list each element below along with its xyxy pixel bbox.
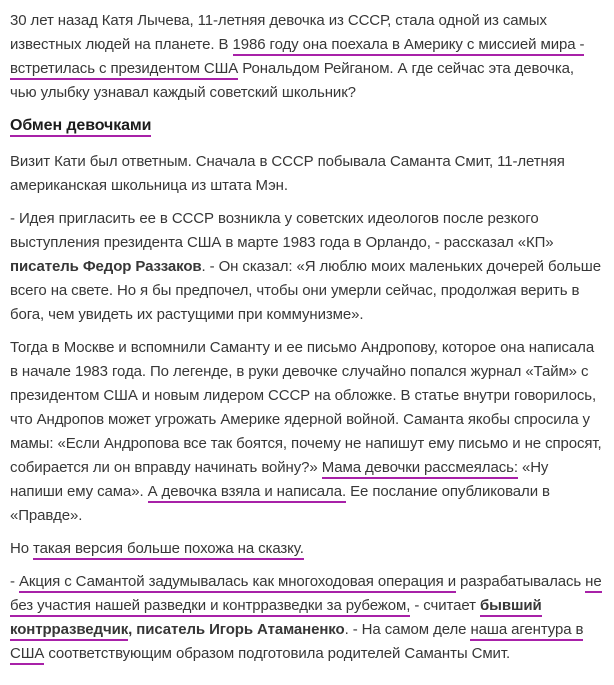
text-run: «Ну напиши ему сама». [10,459,549,500]
paragraph [10,537,604,561]
text-run: Рональдом Рейганом. А где сейчас эта девочка, чью улыбку узнавал каждый советский школьник? [10,60,574,101]
text-run: . - Он сказал: «Я люблю моих маленьких дочерей больше всего на свете. Но я бы предпочел, чтобы они умерли сейчас, продолжая верить в бога, чем увидеть их растущими при коммунизме». [10,258,601,323]
text-run: разрабатывалась [455,573,586,590]
text-run: соответствующим образом подготовила родителей Саманты Смит. [44,645,511,662]
bold-text: писатель Федор Раззаков [10,258,202,275]
article-body [10,9,604,666]
paragraph [10,570,604,666]
bold-text: , писатель Игорь Атаманенко [128,621,345,638]
link-text[interactable]: такая версия больше похожа на сказку. [33,540,304,560]
text-run: . - На самом деле [344,621,471,638]
text-run: 30 лет назад Катя Лычева, 11-летняя девочка из СССР, стала одной из самых известных людей на планете. В [10,12,547,53]
paragraph [10,207,604,327]
text-run: Тогда в Москве и вспомнили Саманту и ее письмо Андропову, которое она написала в начале 1983 года. По легенде, в руки девочке случайно попался журнал «Тайм» с президентом США и новым лидером СССР на обложке. В статье внутри говорилось, что Андропов может угрожать Америке ядерной войной. Саманта якобы спросила у мамы: «Если Андропова все так боятся, почему не напишут ему письмо и не спросят, собирается ли он вправду начинать войну?» [10,339,602,476]
text-run: Ее послание опубликовали в «Правде». [10,483,550,524]
link-text[interactable]: не без участия нашей разведки и контрразведки за рубежом, [10,573,602,617]
link-text[interactable]: 1986 году она поехала в Америку с миссией мира - встретилась с президентом США [10,36,584,80]
text-run: - Идея пригласить ее в СССР возникла у советских идеологов после резкого выступления президента США в марте 1983 года в Орландо, - рассказал «КП» [10,210,554,251]
text-run: - [10,573,19,590]
link-text[interactable]: Обмен девочками [10,117,151,137]
paragraph [10,336,604,528]
paragraph [10,150,604,198]
text-run: Но [10,540,34,557]
link-text[interactable]: бывший контрразведчик [10,597,542,641]
link-text[interactable]: Акция с Самантой задумывалась как многоходовая операция и [19,573,456,593]
link-text[interactable]: А девочка взяла и написала. [148,483,346,503]
text-run: - считает [410,597,480,614]
link-text[interactable]: Мама девочки рассмеялась: [322,459,518,479]
section-heading [10,114,604,138]
text-run: Визит Кати был ответным. Сначала в СССР побывала Саманта Смит, 11-летняя американская школьница из штата Мэн. [10,153,565,194]
paragraph [10,9,604,105]
link-text[interactable]: наша агентура в США [10,621,583,665]
